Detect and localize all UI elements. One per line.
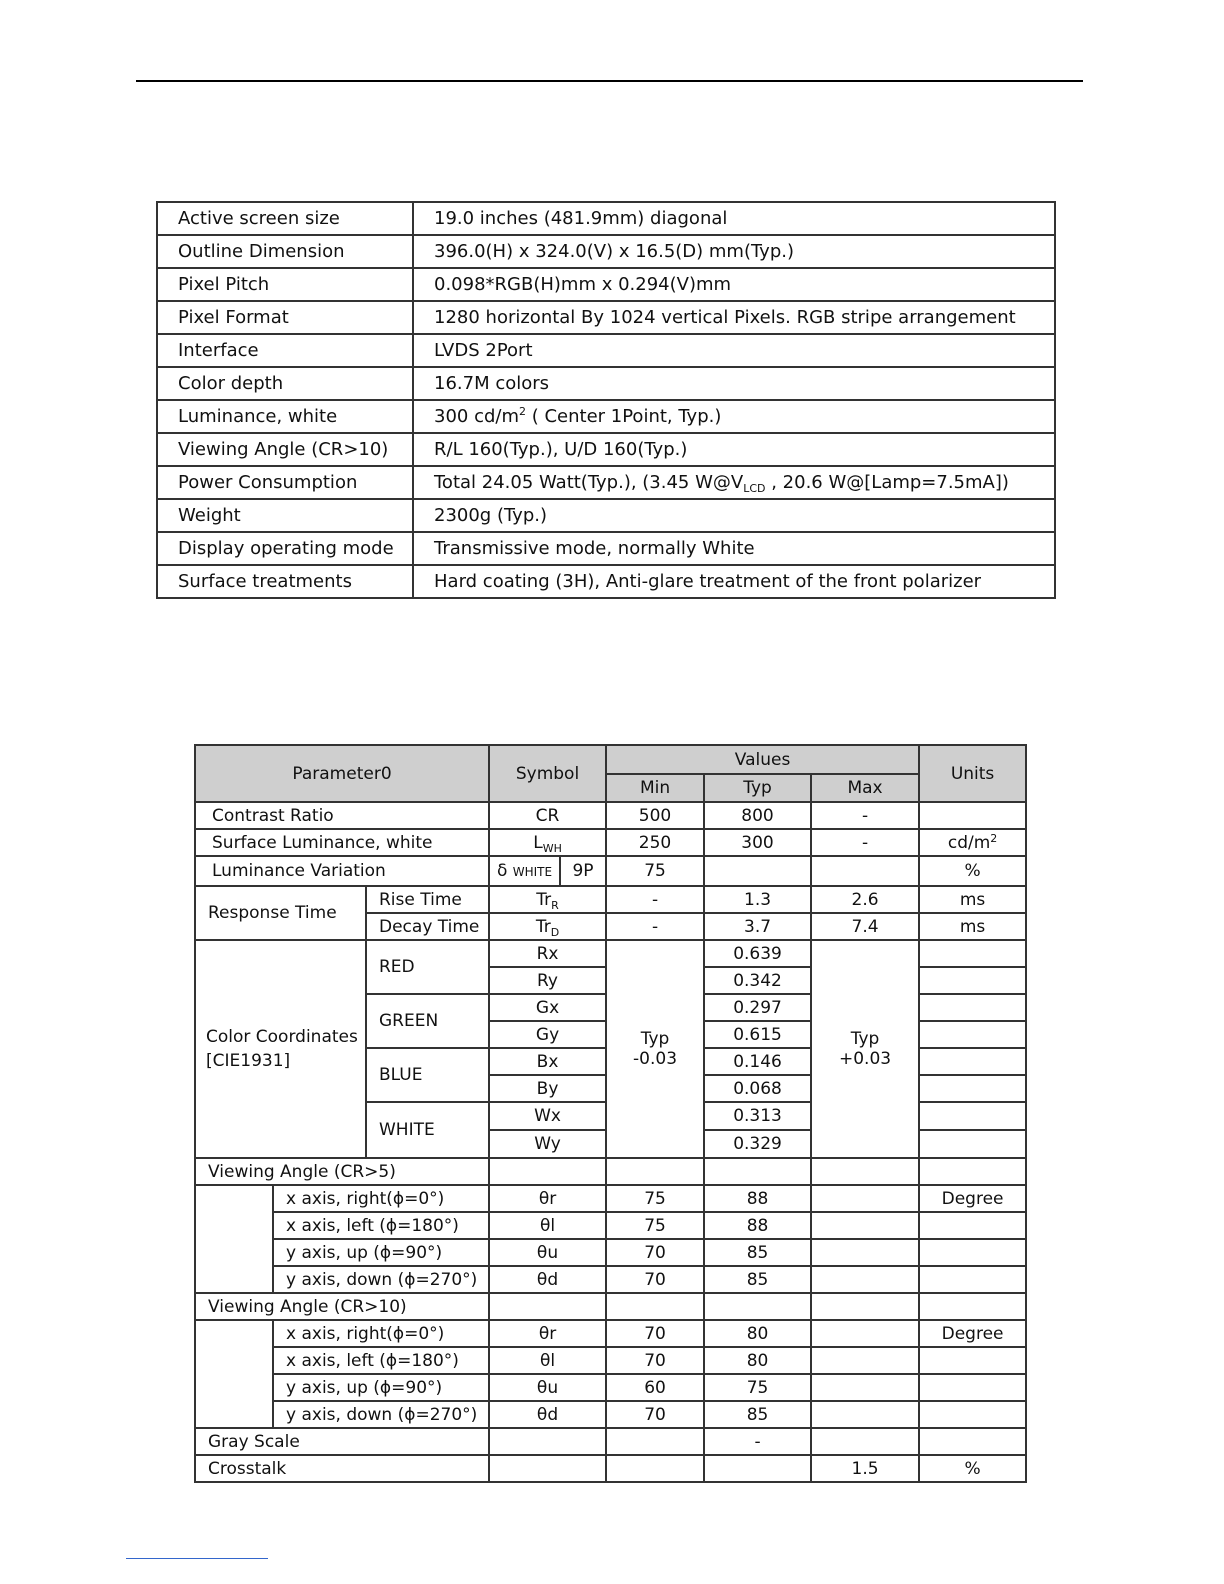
spec-value: 0.098*RGB(H)mm x 0.294(V)mm bbox=[413, 268, 1055, 301]
color-min: Typ -0.03 bbox=[606, 940, 704, 1158]
footer-link-underline bbox=[126, 1558, 268, 1559]
contrast-label: Contrast Ratio bbox=[195, 802, 489, 829]
va10-typ-left: 80 bbox=[704, 1347, 811, 1374]
va10-unit: Degree bbox=[919, 1320, 1026, 1347]
va5-label-up: y axis, up (ϕ=90°) bbox=[273, 1239, 489, 1266]
surface-unit: $cd/m^2$ bbox=[919, 829, 1026, 856]
va10-row bbox=[195, 1401, 1026, 1428]
va5-symbol-down: θd bbox=[489, 1266, 606, 1293]
surface-symbol: $L_{WH}$ bbox=[489, 829, 606, 856]
color-typ-bx: 0.146 bbox=[704, 1048, 811, 1075]
spec-row bbox=[157, 202, 1055, 235]
rise-time-unit: ms bbox=[919, 886, 1026, 913]
spec-label: Color depth bbox=[157, 367, 413, 400]
color-group-red: RED bbox=[366, 940, 489, 994]
spec-row bbox=[157, 499, 1055, 532]
va5-label-down: y axis, down (ϕ=270°) bbox=[273, 1266, 489, 1293]
va5-symbol-left: θl bbox=[489, 1212, 606, 1239]
spec-value: 19.0 inches (481.9mm) diagonal bbox=[413, 202, 1055, 235]
spec-label: Pixel Pitch bbox=[157, 268, 413, 301]
color-row-red-x bbox=[195, 940, 1026, 967]
header-typ: Typ bbox=[704, 774, 811, 802]
va10-symbol-up: θu bbox=[489, 1374, 606, 1401]
va10-row bbox=[195, 1347, 1026, 1374]
va10-min-up: 60 bbox=[606, 1374, 704, 1401]
spec-value: Total 24.05 Watt(Typ.), (3.45 $W@V_{LCD}$ , 20.6 W@[Lamp=7.5mA]) bbox=[413, 466, 1055, 499]
spec-label: Power Consumption bbox=[157, 466, 413, 499]
color-typ-wx: 0.313 bbox=[704, 1102, 811, 1130]
crosstalk-row bbox=[195, 1455, 1026, 1482]
va5-row bbox=[195, 1185, 1026, 1212]
spec-label: Interface bbox=[157, 334, 413, 367]
gray-scale-typ: - bbox=[704, 1428, 811, 1455]
spec-label: Weight bbox=[157, 499, 413, 532]
va5-typ-left: 88 bbox=[704, 1212, 811, 1239]
va10-label-up: y axis, up (ϕ=90°) bbox=[273, 1374, 489, 1401]
va10-min-right: 70 bbox=[606, 1320, 704, 1347]
color-typ-ry: 0.342 bbox=[704, 967, 811, 994]
color-symbol-wy: Wy bbox=[489, 1130, 606, 1158]
spec-value: 2300g (Typ.) bbox=[413, 499, 1055, 532]
va10-label-down: y axis, down (ϕ=270°) bbox=[273, 1401, 489, 1428]
response-time-label: Response Time bbox=[195, 886, 366, 940]
spec-row bbox=[157, 367, 1055, 400]
header-symbol: Symbol bbox=[489, 745, 606, 802]
surface-typ: 300 bbox=[704, 829, 811, 856]
gray-scale-row bbox=[195, 1428, 1026, 1455]
va10-typ-up: 75 bbox=[704, 1374, 811, 1401]
color-group-green: GREEN bbox=[366, 994, 489, 1048]
color-symbol-gy: Gy bbox=[489, 1021, 606, 1048]
spec-label: Luminance, white bbox=[157, 400, 413, 433]
header-rule bbox=[136, 80, 1083, 82]
va5-row bbox=[195, 1266, 1026, 1293]
contrast-symbol: CR bbox=[489, 802, 606, 829]
contrast-row bbox=[195, 802, 1026, 829]
rise-time-max: 2.6 bbox=[811, 886, 919, 913]
spec-label: Viewing Angle (CR>10) bbox=[157, 433, 413, 466]
color-group-blue: BLUE bbox=[366, 1048, 489, 1102]
va5-min-right: 75 bbox=[606, 1185, 704, 1212]
header-min: Min bbox=[606, 774, 704, 802]
va5-row bbox=[195, 1239, 1026, 1266]
viewing-angle-cr10-header-row bbox=[195, 1293, 1026, 1320]
va10-min-left: 70 bbox=[606, 1347, 704, 1374]
va10-label: Viewing Angle (CR>10) bbox=[195, 1293, 489, 1320]
color-typ-gy: 0.615 bbox=[704, 1021, 811, 1048]
decay-time-max: 7.4 bbox=[811, 913, 919, 940]
spec-label: Active screen size bbox=[157, 202, 413, 235]
contrast-typ: 800 bbox=[704, 802, 811, 829]
color-symbol-wx: Wx bbox=[489, 1102, 606, 1130]
va5-typ-down: 85 bbox=[704, 1266, 811, 1293]
color-typ-wy: 0.329 bbox=[704, 1130, 811, 1158]
va5-unit: Degree bbox=[919, 1185, 1026, 1212]
va5-min-down: 70 bbox=[606, 1266, 704, 1293]
color-typ-rx: 0.639 bbox=[704, 940, 811, 967]
decay-time-unit: ms bbox=[919, 913, 1026, 940]
spec-value: Hard coating (3H), Anti-glare treatment of the front polarizer bbox=[413, 565, 1055, 598]
spec-row bbox=[157, 268, 1055, 301]
color-coordinates-label: Color Coordinates [CIE1931] bbox=[195, 940, 366, 1158]
spec-value: 396.0(H) x 324.0(V) x 16.5(D) mm(Typ.) bbox=[413, 235, 1055, 268]
variation-symbol: δ WHITE bbox=[489, 856, 560, 886]
header-parameter: Parameter0 bbox=[195, 745, 489, 802]
rise-time-typ: 1.3 bbox=[704, 886, 811, 913]
color-typ-gx: 0.297 bbox=[704, 994, 811, 1021]
va5-typ-up: 85 bbox=[704, 1239, 811, 1266]
surface-min: 250 bbox=[606, 829, 704, 856]
spec-label: Surface treatments bbox=[157, 565, 413, 598]
va5-min-left: 75 bbox=[606, 1212, 704, 1239]
variation-unit: % bbox=[919, 856, 1026, 886]
rise-time-min: - bbox=[606, 886, 704, 913]
header-max: Max bbox=[811, 774, 919, 802]
header-units: Units bbox=[919, 745, 1026, 802]
color-symbol-rx: Rx bbox=[489, 940, 606, 967]
spec-row bbox=[157, 235, 1055, 268]
spec-value: LVDS 2Port bbox=[413, 334, 1055, 367]
variation-label: Luminance Variation bbox=[195, 856, 489, 886]
spec-label: Display operating mode bbox=[157, 532, 413, 565]
color-typ-by: 0.068 bbox=[704, 1075, 811, 1102]
general-spec-table bbox=[156, 201, 1056, 599]
va10-symbol-right: θr bbox=[489, 1320, 606, 1347]
spec-row bbox=[157, 532, 1055, 565]
va10-typ-right: 80 bbox=[704, 1320, 811, 1347]
decay-time-min: - bbox=[606, 913, 704, 940]
spec-value: 16.7M colors bbox=[413, 367, 1055, 400]
viewing-angle-cr5-header-row bbox=[195, 1158, 1026, 1185]
decay-time-typ: 3.7 bbox=[704, 913, 811, 940]
va5-row bbox=[195, 1212, 1026, 1239]
va10-row bbox=[195, 1320, 1026, 1347]
va10-symbol-down: θd bbox=[489, 1401, 606, 1428]
decay-time-label: Decay Time bbox=[366, 913, 489, 940]
va10-typ-down: 85 bbox=[704, 1401, 811, 1428]
va5-typ-right: 88 bbox=[704, 1185, 811, 1212]
color-symbol-gx: Gx bbox=[489, 994, 606, 1021]
va5-min-up: 70 bbox=[606, 1239, 704, 1266]
optical-characteristics-table bbox=[194, 744, 1027, 1483]
spec-row bbox=[157, 433, 1055, 466]
spec-row bbox=[157, 334, 1055, 367]
va10-min-down: 70 bbox=[606, 1401, 704, 1428]
spec-row bbox=[157, 400, 1055, 433]
spec-row bbox=[157, 301, 1055, 334]
rise-time-symbol: $Tr_R$ bbox=[489, 886, 606, 913]
color-group-white: WHITE bbox=[366, 1102, 489, 1158]
crosstalk-label: Crosstalk bbox=[195, 1455, 489, 1482]
gray-scale-label: Gray Scale bbox=[195, 1428, 489, 1455]
variation-points: 9P bbox=[560, 856, 606, 886]
color-symbol-bx: Bx bbox=[489, 1048, 606, 1075]
spec-label: Pixel Format bbox=[157, 301, 413, 334]
color-symbol-by: By bbox=[489, 1075, 606, 1102]
va5-label: Viewing Angle (CR>5) bbox=[195, 1158, 489, 1185]
color-symbol-ry: Ry bbox=[489, 967, 606, 994]
luminance-variation-row bbox=[195, 856, 1026, 886]
va10-label-left: x axis, left (ϕ=180°) bbox=[273, 1347, 489, 1374]
crosstalk-max: 1.5 bbox=[811, 1455, 919, 1482]
contrast-min: 500 bbox=[606, 802, 704, 829]
surface-luminance-row bbox=[195, 829, 1026, 856]
contrast-max: - bbox=[811, 802, 919, 829]
variation-min: 75 bbox=[606, 856, 704, 886]
va5-label-left: x axis, left (ϕ=180°) bbox=[273, 1212, 489, 1239]
spec-row bbox=[157, 466, 1055, 499]
va10-label-right: x axis, right(ϕ=0°) bbox=[273, 1320, 489, 1347]
decay-time-symbol: $Tr_D$ bbox=[489, 913, 606, 940]
va10-row bbox=[195, 1374, 1026, 1401]
spec-value: R/L 160(Typ.), U/D 160(Typ.) bbox=[413, 433, 1055, 466]
rise-time-row bbox=[195, 886, 1026, 913]
va10-symbol-left: θl bbox=[489, 1347, 606, 1374]
va5-label-right: x axis, right(ϕ=0°) bbox=[273, 1185, 489, 1212]
va5-symbol-up: θu bbox=[489, 1239, 606, 1266]
spec-label: Outline Dimension bbox=[157, 235, 413, 268]
color-max: Typ +0.03 bbox=[811, 940, 919, 1158]
crosstalk-unit: % bbox=[919, 1455, 1026, 1482]
va5-symbol-right: θr bbox=[489, 1185, 606, 1212]
header-values: Values bbox=[606, 745, 919, 774]
surface-max: - bbox=[811, 829, 919, 856]
surface-label: Surface Luminance, white bbox=[195, 829, 489, 856]
rise-time-label: Rise Time bbox=[366, 886, 489, 913]
spec-value: 1280 horizontal By 1024 vertical Pixels. RGB stripe arrangement bbox=[413, 301, 1055, 334]
spec-row bbox=[157, 565, 1055, 598]
spec-value: Transmissive mode, normally White bbox=[413, 532, 1055, 565]
spec-value: 300 $cd/m^2$ ( Center 1Point, Typ.) bbox=[413, 400, 1055, 433]
